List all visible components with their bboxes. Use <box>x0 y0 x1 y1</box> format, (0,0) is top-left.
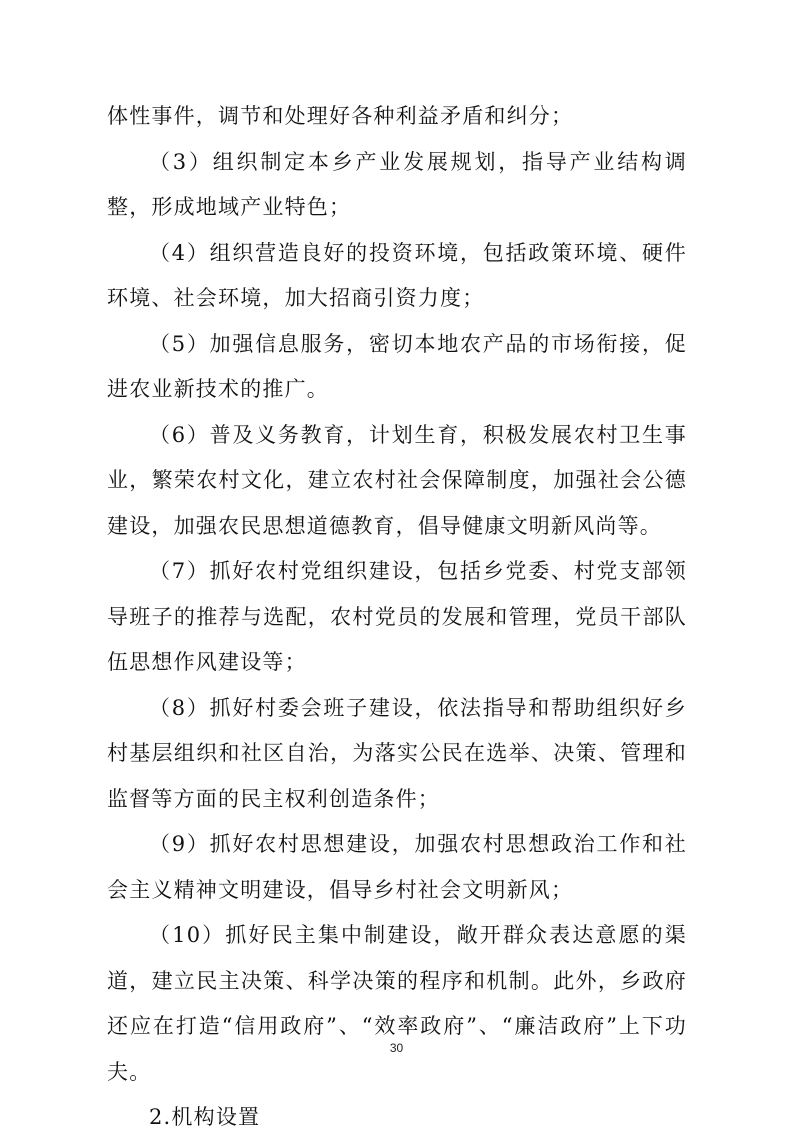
body-text <box>107 94 687 1141</box>
paragraph-item-3: （3）组织制定本乡产业发展规划，指导产业结构调整，形成地域产业特色； <box>107 149 687 219</box>
paragraph-item-4: （4）组织营造良好的投资环境，包括政策环境、硬件环境、社会环境，加大招商引资力度； <box>107 240 687 310</box>
paragraph-item-10: （10）抓好民主集中制建设，敞开群众表达意愿的渠道，建立民主决策、科学决策的程序和机制。此外，乡政府还应在打造“信用政府”、“效率政府”、“廉洁政府”上下功夫。 <box>107 923 687 1084</box>
section-heading: 2.机构设置 <box>149 1105 261 1129</box>
paragraph-item-8: （8）抓好村委会班子建设，依法指导和帮助组织好乡村基层组织和社区自治，为落实公民在选举、决策、管理和监督等方面的民主权利创造条件； <box>107 695 687 811</box>
page-number: 30 <box>389 1041 404 1055</box>
paragraph-item-6: （6）普及义务教育，计划生育，积极发展农村卫生事业，繁荣农村文化，建立农村社会保障制度，加强社会公德建设，加强农民思想道德教育，倡导健康文明新风尚等。 <box>107 422 687 538</box>
paragraph-continuation: 体性事件，调节和处理好各种利益矛盾和纠分； <box>107 104 574 128</box>
paragraph-item-9: （9）抓好农村思想建设，加强农村思想政治工作和社会主义精神文明建设，倡导乡村社会文明新风； <box>107 832 687 902</box>
paragraph-item-7: （7）抓好农村党组织建设，包括乡党委、村党支部领导班子的推荐与选配，农村党员的发展和管理，党员干部队伍思想作风建设等； <box>107 559 687 674</box>
paragraph-item-5: （5）加强信息服务，密切本地农产品的市场衔接，促进农业新技术的推广。 <box>107 331 687 401</box>
